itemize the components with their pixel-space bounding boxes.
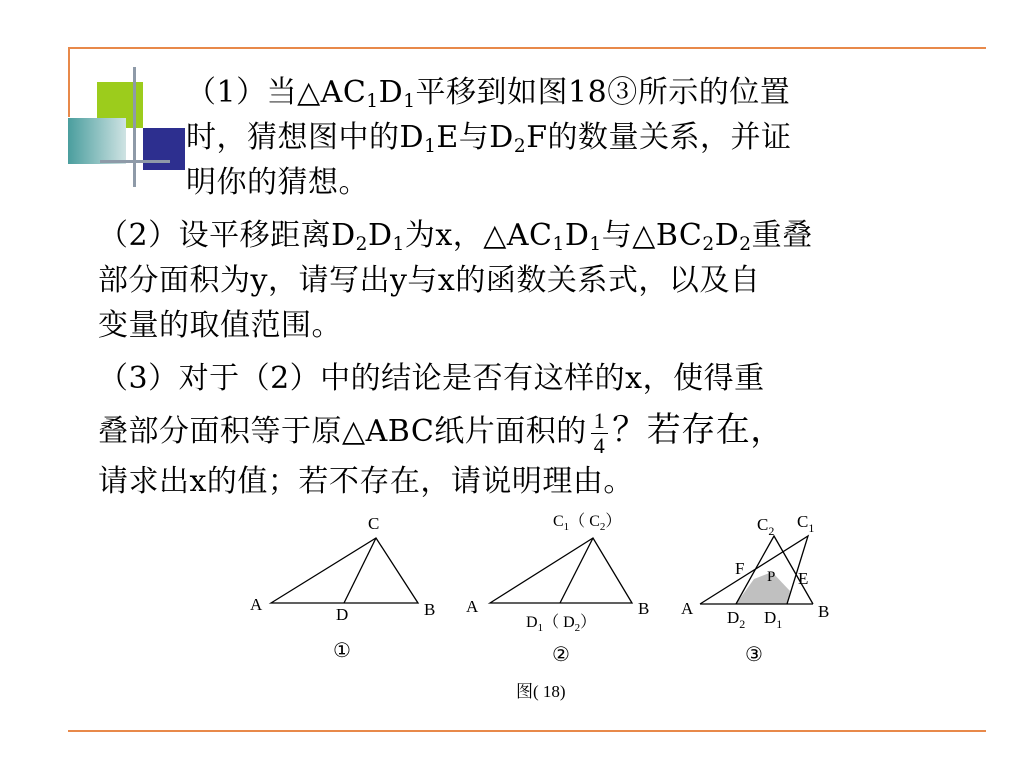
- fig1-label-c: C: [368, 514, 380, 533]
- fig3-label-d2: $D_2$: [727, 608, 746, 631]
- triangle-abc-2: [490, 538, 632, 603]
- fig3-label-f: F: [735, 559, 745, 578]
- fig2-label-c1c2: $C_1$（ $C_2$）: [553, 513, 622, 533]
- fig2-tag: ②: [552, 644, 570, 666]
- fig1-label-b: B: [424, 600, 436, 619]
- fig3-label-c2: $C_2$: [757, 515, 775, 538]
- fig3-label-c1: $C_1$: [797, 512, 815, 535]
- fig2-label-a: A: [466, 597, 479, 616]
- question-1-line-1: （1）当$\triangle AC_1D_1$平移到如图18③所示的位置: [186, 75, 791, 113]
- fig3-label-b: B: [818, 602, 830, 621]
- fig3-tag: ③: [745, 644, 763, 666]
- question-3-line-3: 请求出x的值；若不存在，请说明理由。: [98, 464, 634, 499]
- fig1-label-d: D: [336, 605, 349, 624]
- fig3-label-e: E: [798, 569, 809, 588]
- fig1-tag: ①: [333, 640, 351, 662]
- question-1-line-2: 时，猜想图中的$D_1E$与$D_2F$的数量关系，并证: [186, 120, 792, 158]
- fig2-label-b: B: [638, 599, 650, 618]
- question-2-line-3: 变量的取值范围。: [98, 308, 342, 343]
- fraction-one-quarter: $\frac{1}{4}$: [591, 409, 609, 458]
- fig2-label-d1d2: $D_1$（ $D_2$）: [526, 614, 597, 634]
- fig3-label-a: A: [681, 599, 694, 618]
- figure-2: [490, 538, 632, 603]
- question-3-line-1: （3）对于（2）中的结论是否有这样的x，使得重: [98, 361, 765, 396]
- question-1-line-3: 明你的猜想。: [186, 165, 369, 200]
- figure-1: [271, 538, 418, 603]
- fig3-label-p: P: [767, 569, 776, 585]
- figure-caption: 图( 18): [516, 682, 566, 701]
- question-2-line-2: 部分面积为y，请写出y与x的函数关系式，以及自: [98, 263, 761, 298]
- fig3-label-d1: $D_1$: [764, 608, 783, 631]
- fig1-label-a: A: [250, 595, 263, 614]
- question-2-line-1: （2）设平移距离$D_2D_1$为x，$\triangle AC_1D_1$与$\triangle BC_2D_2$重叠: [98, 218, 813, 256]
- triangle-abc: [271, 538, 418, 603]
- question-3-line-2: 叠部分面积等于原△ABC纸片面积的 $\frac{1}{4}$ ？若存在，: [98, 407, 785, 458]
